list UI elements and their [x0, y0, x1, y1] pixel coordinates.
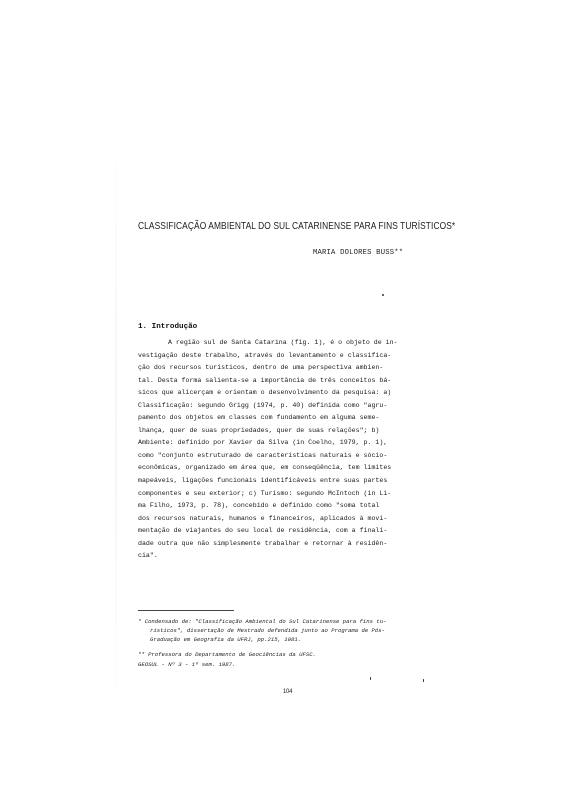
scan-speck: [382, 294, 384, 296]
body-line: dos recursos naturais, humanos e financeiros, aplicados à movi-: [138, 514, 388, 522]
scan-edge: [115, 116, 117, 736]
footnote-divider: [138, 610, 234, 611]
journal-reference: GEOSUL - Nº 3 - 1º sem. 1987.: [138, 661, 236, 668]
body-line: sicos que alicerçam e orientam o desenvolvimento da pesquisa: a): [138, 389, 392, 397]
scan-speck: [370, 677, 371, 680]
body-line: Ambiente: definido por Xavier da Silva (in Coelho, 1979, p. 1),: [138, 439, 388, 447]
body-line: ção dos recursos turísticos, dentro de uma perspectiva ambien-: [138, 364, 384, 372]
body-line: tal. Desta forma salienta-se a importância de três conceitos bá-: [138, 376, 392, 384]
body-line: pamento dos objetos em classes com fundamento em alguma seme-: [138, 414, 380, 422]
footnote-line: rísticos", dissertação de Mestrado defendida junto ao Programa de Pós-: [150, 627, 385, 635]
footnote-line: * Condensado de: "Classificação Ambiental do Sul Catarinense para fins tu-: [138, 618, 387, 625]
footnote-line: ** Professora do Departamento de Geociências da UFSC.: [138, 650, 316, 658]
article-title: CLASSIFICAÇÃO AMBIENTAL DO SUL CATARINENSE PARA FINS TURÍSTICOS*: [138, 219, 456, 232]
section-heading: 1. Introdução: [138, 323, 198, 331]
body-line: dade outra que não simplesmente trabalhar e retornar à residên-: [138, 539, 388, 547]
body-line: componentes e seu exterior; c) Turismo: segundo McIntoch (in Li-: [138, 489, 392, 497]
body-line: Classificação: segundo Grigg (1974, p. 40) definida como "agru-: [138, 401, 388, 409]
body-paragraph: [138, 337, 440, 563]
body-line: mapeáveis, ligações funcionais identificáveis entre suas partes: [138, 477, 388, 485]
body-line: A região sul de Santa Catarina (fig. 1), é o objeto de in-: [168, 339, 398, 346]
footnote-line: Graduação em Geografia da UFRJ, pp.215, 1981.: [150, 636, 302, 644]
body-line: ma Filho, 1973, p. 78), concebido e definido como "soma total: [138, 502, 380, 510]
author-name: MARIA DOLORES BUSS**: [313, 249, 404, 257]
footnotes: [138, 617, 448, 659]
scan-speck: [423, 679, 424, 682]
body-line: lhança, quer de suas propriedades, quer de suas relações"; b): [138, 426, 380, 434]
body-line: cia".: [138, 552, 158, 560]
page-number: 104: [283, 689, 293, 695]
body-line: vestigação deste trabalho, através do levantamento e classifica-: [138, 351, 392, 359]
body-line: como "conjunto estruturado de características naturais e sócio-: [138, 451, 388, 459]
body-line: mentação de viajantes do seu local de residência, com a finali-: [138, 527, 388, 535]
body-line: econômicas, organizado em área que, em conseqüência, tem limites: [138, 464, 392, 472]
